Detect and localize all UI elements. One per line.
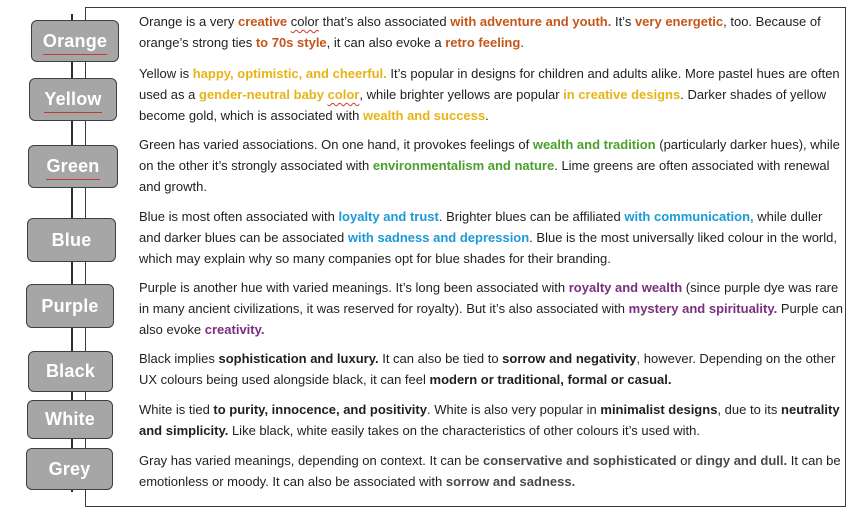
paragraph-black (139, 348, 843, 390)
text-segment: It can be emotionless or moody. It can also be associated with (139, 453, 841, 489)
label-white-text: White (45, 409, 95, 429)
text-segment: Yellow is (139, 66, 193, 81)
text-segment: . White is also very popular in (426, 402, 601, 417)
label-yellow (29, 78, 117, 121)
paragraph-yellow (139, 63, 843, 126)
text-segment: , while brighter yellows are popular (359, 87, 564, 102)
text-segment: , it can also evoke a (326, 35, 446, 50)
label-orange (31, 20, 119, 62)
paragraph-purple (139, 277, 843, 340)
text-segment: Green has varied associations. On one hand, it provokes feelings of (139, 137, 533, 152)
text-segment: while duller and darker blues can be associated (139, 209, 823, 245)
label-purple-text: Purple (41, 295, 99, 316)
text-segment: . Blue is the most universally liked colour in the world, which may explain why so many companies opt for blue shades for their branding. (139, 230, 837, 266)
text-segment: Orange is a very (139, 14, 238, 29)
text-segment: wealth and success (363, 108, 486, 123)
text-segment: creative (238, 14, 288, 29)
label-orange-text: Orange (42, 30, 108, 51)
paragraph-orange (139, 11, 843, 53)
text-segment: minimalist designs (600, 402, 718, 417)
label-white (27, 400, 113, 439)
text-segment: sorrow and negativity (502, 351, 637, 366)
paragraph-green (139, 134, 843, 197)
label-blue (27, 218, 116, 262)
text-segment: with sadness and depression (347, 230, 530, 245)
text-segment: , however. Depending on the other UX colours being used alongside black, it can feel (139, 351, 836, 387)
text-segment: Like black, white easily takes on the characteristics of other colours it’s used with. (228, 423, 700, 438)
text-segment: dingy and dull. (695, 453, 788, 468)
label-green (28, 145, 118, 188)
text-segment: or (676, 453, 696, 468)
text-segment: (since purple dye was rare in many ancient civilizations, it was reserved for royalty). But it’s also associated with (139, 280, 839, 316)
text-segment: environmentalism and nature (372, 158, 555, 173)
text-segment: to purity, innocence, and positivity (213, 402, 427, 417)
text-segment: It can also be tied to (378, 351, 503, 366)
text-segment: creativity. (204, 322, 265, 337)
text-segment: sophistication and luxury. (218, 351, 379, 366)
text-segment: retro feeling (445, 35, 521, 50)
text-segment: White is tied (139, 402, 214, 417)
text-segment: in creative designs (563, 87, 681, 102)
text-segment: It’s popular in designs for children and adults alike. More pastel hues are often used as a (139, 66, 840, 102)
text-segment: neutrality and simplicity. (139, 402, 840, 438)
paragraph-grey (139, 450, 843, 492)
text-segment: wealth and tradition (532, 137, 656, 152)
text-segment: conservative and sophisticated (483, 453, 677, 468)
label-blue-text: Blue (51, 229, 92, 250)
text-segment: happy, optimistic, and cheerful. (192, 66, 387, 81)
text-segment: . (520, 35, 524, 50)
text-segment: . (485, 108, 489, 123)
text-segment: Purple is another hue with varied meanings. It’s long been associated with (139, 280, 569, 295)
text-segment: color (290, 14, 319, 29)
label-purple (26, 284, 114, 328)
text-segment: with adventure and youth. (450, 14, 612, 29)
text-segment: . Brighter blues can be affiliated (438, 209, 625, 224)
text-segment: color (327, 87, 360, 102)
text-segment: Blue is most often associated with (139, 209, 339, 224)
text-segment: Black implies (139, 351, 219, 366)
text-segment: , too. Because of orange’s strong ties (139, 14, 821, 50)
text-segment: mystery and spirituality. (628, 301, 778, 316)
text-segment: . Darker shades of yellow become gold, which is associated with (139, 87, 827, 123)
paragraph-white (139, 399, 843, 441)
text-segment: that’s also associated (318, 14, 451, 29)
text-segment: very energetic (634, 14, 724, 29)
text-segment: (particularly darker hues), while on the other it’s strongly associated with (139, 137, 840, 173)
text-segment: with communication, (624, 209, 754, 224)
label-grey-text: Grey (48, 458, 91, 479)
label-black (28, 351, 113, 392)
text-segment: modern or traditional, formal or casual. (429, 372, 672, 387)
text-segment: to 70s style (255, 35, 327, 50)
text-segment: It’s (611, 14, 635, 29)
text-segment: Purple can also evoke (139, 301, 843, 337)
paragraph-blue (139, 206, 843, 269)
text-segment: gender-neutral baby (199, 87, 328, 102)
text-segment: sorrow and sadness. (445, 474, 576, 489)
text-segment: loyalty and trust (338, 209, 439, 224)
text-segment: , due to its (717, 402, 782, 417)
label-green-text: Green (46, 156, 100, 176)
label-grey (26, 448, 113, 490)
label-yellow-text: Yellow (44, 89, 102, 109)
text-segment: . Lime greens are often associated with renewal and growth. (139, 158, 830, 194)
label-black-text: Black (45, 361, 96, 381)
text-segment: royalty and wealth (568, 280, 683, 295)
text-segment: Gray has varied meanings, depending on context. It can be (139, 453, 483, 468)
